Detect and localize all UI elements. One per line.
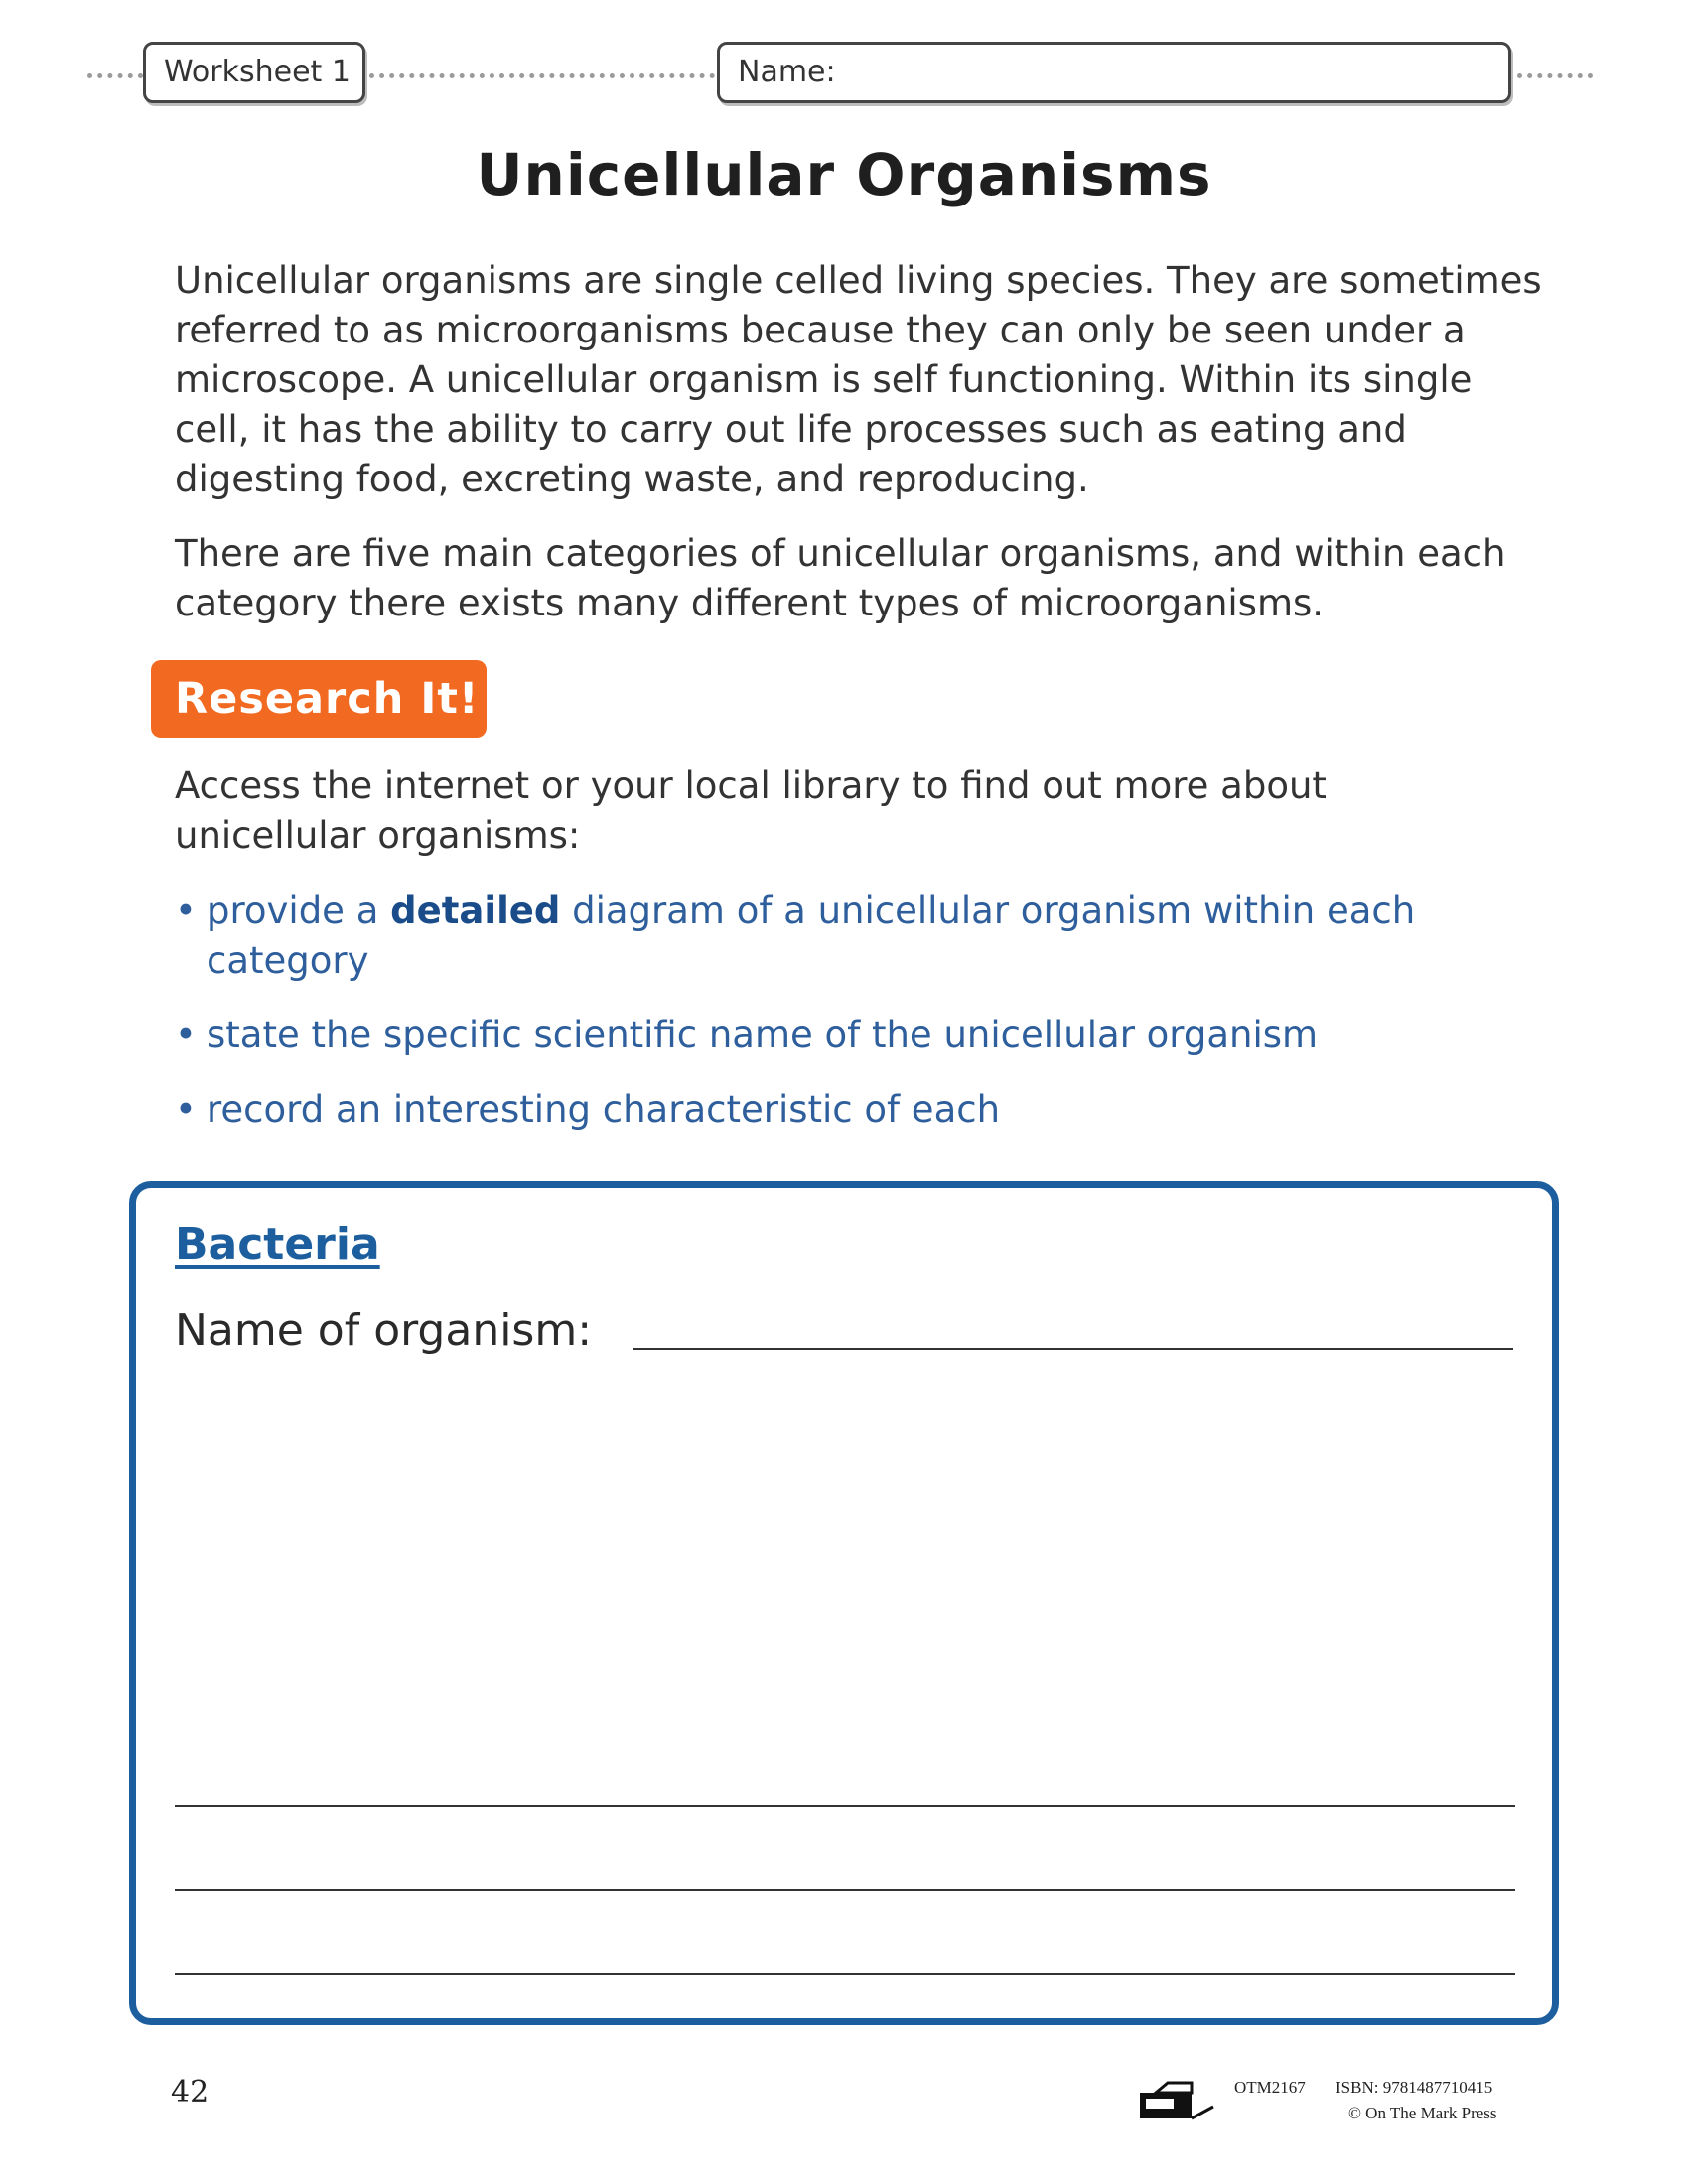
bullet-text: state the specific scientific name of the unicellular organism xyxy=(207,1014,1319,1056)
header-dots-middle xyxy=(369,73,715,78)
publisher-logo-icon xyxy=(1138,2079,1217,2124)
bullet-icon: • xyxy=(175,889,197,932)
list-item xyxy=(175,1085,1505,1135)
page-title: Unicellular Organisms xyxy=(476,141,1212,208)
header-dots-right xyxy=(1517,73,1593,78)
intro-paragraph-2: There are five main categories of unicellular organisms, and within each category there exists many different types of microorganisms. xyxy=(175,532,1506,624)
organism-name-label: Name of organism: xyxy=(175,1305,593,1356)
name-label: Name: xyxy=(738,55,836,89)
product-code: OTM2167 xyxy=(1234,2078,1306,2097)
bullet-text-start: provide a xyxy=(207,889,391,932)
research-it-badge: Research It! xyxy=(151,660,487,738)
writing-line-2[interactable] xyxy=(175,1889,1515,1891)
list-item xyxy=(175,1011,1505,1060)
bullet-text: record an interesting characteristic of each xyxy=(207,1088,1001,1131)
writing-line-1[interactable] xyxy=(175,1805,1515,1807)
intro-paragraph-1: Unicellular organisms are single celled living species. They are sometimes referred to as microorganisms because they can only be seen under a microscope. A unicellular organism is self functioning. Within its single cell, it has the ability to carry out life processes such as eating and digesting food, excreting waste, and reproducing. xyxy=(175,259,1542,500)
header-dots-left xyxy=(87,73,143,78)
section-title-bacteria: Bacteria xyxy=(175,1219,380,1270)
diagram-area[interactable] xyxy=(175,1380,1515,1777)
name-field[interactable] xyxy=(717,42,1511,103)
bullet-text-end: diagram of a unicellular organism within each category xyxy=(207,889,1416,982)
writing-line-3[interactable] xyxy=(175,1973,1515,1975)
worksheet-label-box xyxy=(143,42,365,103)
copyright-notice: © On The Mark Press xyxy=(1348,2104,1497,2122)
research-instruction: Access the internet or your local library to find out more about unicellular organisms: xyxy=(175,764,1327,857)
bullet-emphasis: detailed xyxy=(390,889,561,932)
isbn-number: ISBN: 9781487710415 xyxy=(1336,2078,1493,2097)
bullet-icon: • xyxy=(175,1088,197,1131)
worksheet-label: Worksheet 1 xyxy=(164,55,351,89)
organism-name-line[interactable] xyxy=(633,1348,1513,1350)
research-bullet-list xyxy=(175,887,1505,1160)
list-item xyxy=(175,887,1505,986)
bullet-icon: • xyxy=(175,1014,197,1056)
page-number: 42 xyxy=(171,2075,210,2110)
